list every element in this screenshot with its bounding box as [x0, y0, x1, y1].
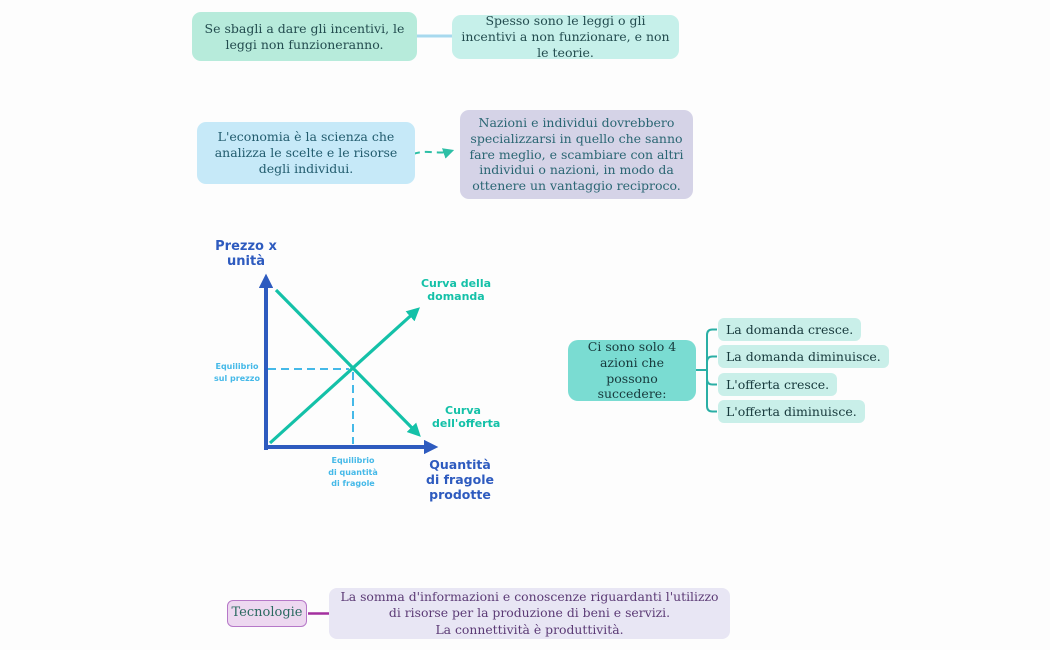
chart-y-axis-label: Prezzo x unità: [215, 239, 277, 270]
demand-curve-line: [270, 310, 417, 443]
node-action-supply-grows[interactable]: L'offerta cresce.: [718, 373, 837, 396]
price-equilibrium-label: Equilibrio sul prezzo: [214, 362, 260, 384]
technology-description-line2: La connettività è produttività.: [435, 621, 624, 637]
supply-curve-label: Curva dell'offerta: [432, 404, 501, 430]
node-laws-vs-theories[interactable]: Spesso sono le leggi o gli incentivi a non funzionare, e non le teorie.: [452, 15, 679, 59]
supply-demand-chart: [264, 278, 434, 450]
node-incentives[interactable]: Se sbagli a dare gli incentivi, le leggi non funzioneranno.: [192, 12, 417, 61]
chart-x-axis-label: Quantità di fragole prodotte: [426, 457, 494, 502]
node-technology-label[interactable]: Tecnologie: [227, 600, 307, 627]
demand-curve-label: Curva della domanda: [420, 277, 492, 303]
node-economics-definition[interactable]: L'economia è la scienza che analizza le scelte e le risorse degli individui.: [197, 122, 415, 184]
connector-actions-bracket: [696, 330, 717, 412]
technology-description-text: La somma d'informazioni e conoscenze riguardanti l'utilizzo di risorse per la produzione di beni e servizi.: [340, 589, 719, 621]
connector-dashed-arrow: [413, 151, 451, 154]
node-action-demand-grows[interactable]: La domanda cresce.: [718, 318, 861, 341]
node-four-actions-prompt[interactable]: Ci sono solo 4 azioni che possono succedere:: [568, 340, 696, 401]
supply-curve-line: [276, 290, 418, 434]
quantity-equilibrium-label: Equilibrio di quantità di fragole: [328, 456, 378, 489]
node-action-demand-shrinks[interactable]: La domanda diminuisce.: [718, 345, 889, 368]
node-action-supply-shrinks[interactable]: L'offerta diminuisce.: [718, 400, 865, 423]
node-specialization[interactable]: Nazioni e individui dovrebbero specializzarsi in quello che sanno fare meglio, e scambiare con altri individui o nazioni, in modo da ottenere un vantaggio reciproco.: [460, 110, 693, 199]
node-technology-description[interactable]: [329, 588, 730, 639]
